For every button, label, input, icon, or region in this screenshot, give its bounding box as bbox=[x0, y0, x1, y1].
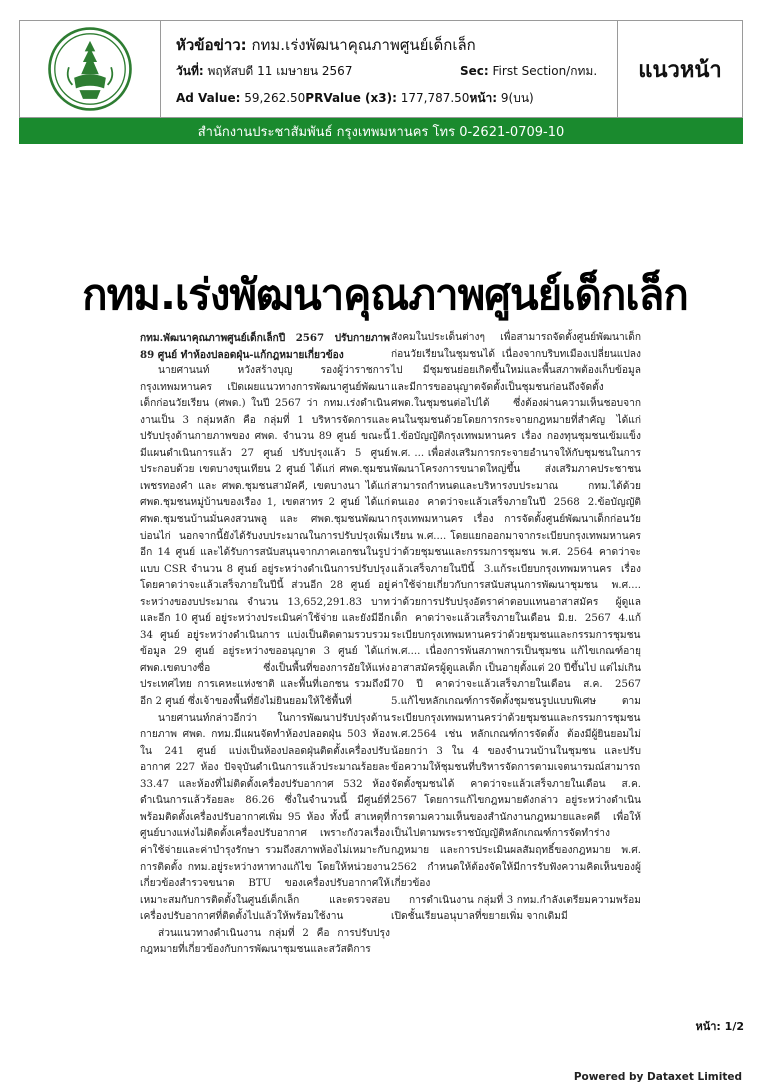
footer-credit: Powered by Dataxet Limited bbox=[573, 1071, 742, 1083]
article-lead: กทม.พัฒนาคุณภาพศูนย์เด็กเล็กปี 2567 ปรับกายภาพ 89 ศูนย์ ทำห้องปลอดฝุ่น-แก้กฎหมายเกี่ยวข้อง bbox=[140, 332, 390, 361]
value-row bbox=[176, 89, 534, 108]
logo-box bbox=[20, 21, 161, 117]
article-paragraph: นายศานนท์กล่าวอีกว่า ในการพัฒนาปรับปรุงด้านกายภาพ ศพด. กทม.มีแผนจัดทำห้องปลอดฝุ่น 503 ห้อง ใน 241 ศูนย์ แบ่งเป็นห้องปลอดฝุ่นติดตั้งเครื่องปรับอากาศ 227 ห้อง ปัจจุบันดำเนินการแล้วประมาณร้อยละ 33.47 และห้องที่ไม่ติดตั้งเครื่องปรับอากาศ 532 ห้อง ดำเนินการแล้วร้อยละ 86.26 ซึ่งในจำนวนนี้ มีศูนย์ที่พร้อมติดตั้งเครื่องปรับอากาศเพิ่ม 95 ห้อง ทั้งนี้ สาเหตุที่ศูนย์บางแห่งไม่ติดตั้งเครื่องปรับอากาศ เพราะกังวลเรื่องค่าใช้จ่ายและค่าบำรุงรักษา รวมถึงสภาพห้องไม่เหมาะกับการติดตั้ง กทม.อยู่ระหว่างหาทางแก้ไข โดยให้หน่วยงานเกี่ยวข้องสำรวจขนาด BTU ของเครื่องปรับอากาศให้เหมาะสมกับการติดตั้งในศูนย์เด็กเล็ก และตรวจสอบเครื่องปรับอากาศที่ติดตั้งไปแล้วให้พร้อมใช้งาน bbox=[140, 712, 390, 923]
publication-name: แนวหน้า bbox=[617, 21, 742, 117]
section-value: First Section/กทม. bbox=[492, 64, 598, 78]
date-value: พฤหัสบดี 11 เมษายน 2567 bbox=[207, 64, 353, 78]
contact-bar: สำนักงานประชาสัมพันธ์ กรุงเทพมหานคร โทร 0-2621-0709-10 bbox=[19, 118, 743, 144]
article-paragraph: การดำเนินงาน กลุ่มที่ 3 กทม.กำลังเตรียมความพร้อมเปิดชั้นเรียนอนุบาลที่ขยายเพิ่ม จากเดิมมี bbox=[391, 894, 641, 923]
article-column-left bbox=[140, 330, 390, 959]
article-paragraph: ส่วนแนวทางดำเนินงาน กลุ่มที่ 2 คือ การปรับปรุงกฎหมายที่เกี่ยวข้องกับการพัฒนาชุมชนและสวัสดิการ bbox=[140, 927, 390, 956]
meta-block bbox=[170, 21, 618, 117]
pr-value: 177,787.50 bbox=[400, 91, 470, 105]
ad-value-label: Ad Value: bbox=[176, 91, 241, 105]
section-row bbox=[460, 62, 597, 81]
page-number: หน้า: 1/2 bbox=[695, 1020, 744, 1033]
article-column-right bbox=[391, 330, 641, 926]
headline-label: หัวข้อข่าว: bbox=[176, 36, 247, 54]
page-value: 9(บน) bbox=[500, 91, 534, 105]
bangkok-seal-logo bbox=[46, 25, 134, 113]
headline-row bbox=[176, 33, 476, 57]
date-label: วันที่: bbox=[176, 64, 204, 78]
headline-value: กทม.เร่งพัฒนาคุณภาพศูนย์เด็กเล็ก bbox=[251, 36, 476, 54]
article-paragraph: สังคมในประเด็นต่างๆ เพื่อสามารถจัดตั้งศูนย์พัฒนาเด็กก่อนวัยเรียนในชุมชนได้ เนื่องจากบริบทเมืองเปลี่ยนแปลงไป มีชุมชนย่อยเกิดขึ้นใหม่และพื้นสภาพต้องเก็บข้อมูลและมีการขออนุญาตจัดตั้งเป็นชุมชนก่อนถึงจัดตั้ง ศพด.ในชุมชนต่อไปได้ ซึ่งต้องผ่านความเห็นชอบจากคนในชุมชนด้วยโดยการกระจายกฎหมายที่สำคัญ ได้แก่ 1.ข้อบัญญัติกรุงเทพมหานคร เรื่อง กองทุนชุมชนเข้มแข็ง พ.ศ. ... เพื่อส่งเสริมการกระจายอำนาจให้กับชุมชนในการพัฒนาโครงการขนาดใหญ่ขึ้น ส่งเสริมภาคประชาชนสามารถกำหนดและบริหารงบประมาณ กทม.ได้ด้วยตนเอง คาดว่าจะแล้วเสร็จภายในปี 2568 2.ข้อบัญญัติกรุงเทพมหานคร เรื่อง การจัดตั้งศูนย์พัฒนาเด็กก่อนวัยเรียน พ.ศ.... โดยแยกออกมาจากระเบียบกรุงเทพมหานครว่าด้วยชุมชนและกรรมการชุมชน พ.ศ. 2564 คาดว่าจะแล้วเสร็จภายในปีนี้ 3.แก้ระเบียบกรุงเทพมหานคร เรื่อง ค่าใช้จ่ายเกี่ยวกับการสนับสนุนการพัฒนาชุมชน พ.ศ.... ว่าด้วยการปรับปรุงอัตราค่าตอบแทนอาสาสมัคร ผู้ดูแลเด็ก คาดว่าจะแล้วเสร็จภายในเดือน มิ.ย. 2567 4.แก้ระเบียบกรุงเทพมหานครว่าด้วยชุมชนและกรรมการชุมชน พ.ศ.... เนื่องการพ้นสภาพการเป็นชุมชน แก้ไขเกณฑ์อายุอาสาสมัครผู้ดูแลเด็ก เป็นอายุตั้งแต่ 20 ปีขึ้นไป แต่ไม่เกิน 70 ปี คาดว่าจะแล้วเสร็จภายในเดือน ส.ค. 2567 5.แก้ไขหลักเกณฑ์การจัดตั้งชุมชนรูปแบบพิเศษ ตามระเบียบกรุงเทพมหานครว่าด้วยชุมชนและกรรมการชุมชน พ.ศ.2564 เช่น หลักเกณฑ์การจัดตั้ง ต้องมีผู้ยินยอมไม่น้อยกว่า 3 ใน 4 ของจำนวนบ้านในชุมชน และปรับข้อความให้ชุมชนที่บริหารจัดการตามเจตนารมณ์สามารถจัดตั้งชุมชนได้ คาดว่าจะแล้วเสร็จภายในเดือน ส.ค. 2567 โดยการแก้ไขกฎหมายดังกล่าว อยู่ระหว่างดำเนินการตามความเห็นของสำนักงานกฎหมายและคดี เพื่อให้เป็นไปตามพระราชบัญญัติหลักเกณฑ์การจัดทำร่างกฎหมาย และการประเมินผลสัมฤทธิ์ของกฎหมาย พ.ศ. 2562 กำหนดให้ต้องจัดให้มีการรับฟังความคิดเห็นของผู้เกี่ยวข้อง bbox=[391, 332, 641, 890]
date-row bbox=[176, 62, 352, 81]
clipping-header bbox=[19, 20, 743, 118]
article-title: กทม.เร่งพัฒนาคุณภาพศูนย์เด็กเล็ก bbox=[82, 270, 688, 319]
section-label: Sec: bbox=[460, 64, 489, 78]
pr-value-label: PRValue (x3): bbox=[305, 91, 397, 105]
article-paragraph: นายศานนท์ หวังสร้างบุญ รองผู้ว่าราชการกรุงเทพมหานคร เปิดเผยแนวทางการพัฒนาศูนย์พัฒนาเด็กก่อนวัยเรียน (ศพด.) ในปี 2567 ว่า กทม.เร่งดำเนินงานเป็น 3 กลุ่มหลัก คือ กลุ่มที่ 1 บริหารจัดการและปรับปรุงด้านกายภาพของ ศพด. จำนวน 89 ศูนย์ ขณะนี้ มีแผนดำเนินการแล้ว 27 ศูนย์ ปรับปรุงแล้ว 5 ศูนย์ ประกอบด้วย เขตบางขุนเทียน 2 ศูนย์ ได้แก่ ศพด.ชุมชนเพชรทองคำ และ ศพด.ชุมชนสามัคคี, เขตบางนา ได้แก่ ศพด.ชุมชนหมู่บ้านของเรือง 1, เขตสาทร 2 ศูนย์ ได้แก่ ศพด.ชุมชนบ้านมั่นคงสวนพลู และ ศพด.ชุมชนพัฒนาบ่อนไก่ นอกจากนี้ยังได้รับงบประมาณในการปรับปรุงเพิ่มอีก 14 ศูนย์ และได้รับการสนับสนุนจากภาคเอกชนในรูปแบบ CSR จำนวน 8 ศูนย์ อยู่ระหว่างดำเนินการปรับปรุง โดยคาดว่าจะแล้วเสร็จภายในปีนี้ ส่วนอีก 28 ศูนย์ อยู่ระหว่างของบประมาณ จำนวน 13,652,291.83 บาท และอีก 10 ศูนย์ อยู่ระหว่างประเมินค่าใช้จ่าย และยังมีอีก 34 ศูนย์ อยู่ระหว่างดำเนินการ แบ่งเป็นติดตามรวบรวมข้อมูล 29 ศูนย์ อยู่ระหว่างขออนุญาต 3 ศูนย์ ได้แก่ ศพด.เขตบางซื่อ ซึ่งเป็นพื้นที่ของการอัยให้แห่งประเทศไทย การเคหะแห่งชาติ และพื้นที่เอกชน รวมถึงมีอีก 2 ศูนย์ ซึ่งเจ้าของพื้นที่ยังไม่ยินยอมให้ใช้พื้นที่ bbox=[140, 365, 390, 708]
ad-value: 59,262.50 bbox=[244, 91, 306, 105]
page-label: หน้า: bbox=[469, 91, 498, 105]
